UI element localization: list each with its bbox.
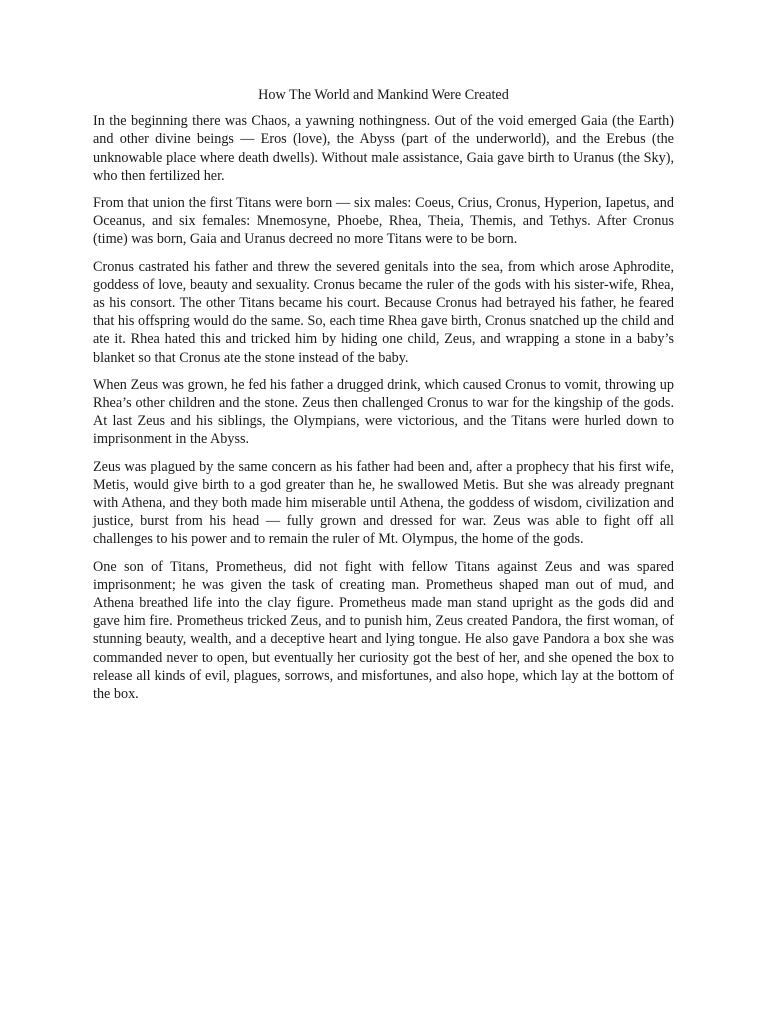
document-body [93,86,674,712]
paragraph-first-titans: From that union the first Titans were born — six males: Coeus, Crius, Cronus, Hyperion, Iapetus, and Oceanus, and six females: Mnemosyne, Phoebe, Rhea, Theia, Themis, and Tethys. After Cronus (time) was born, Gaia and Uranus decreed no more Titans were to be born. [93,195,674,248]
paragraph-metis-athena: Zeus was plagued by the same concern as his father had been and, after a prophecy that his first wife, Metis, would give birth to a god greater than he, he swallowed Metis. But she was already pregnant with Athena, and they both made him miserable until Athena, the goddess of wisdom, civilization and justice, burst from his head — fully grown and dressed for war. Zeus was able to fight off all challenges to his power and to remain the ruler of Mt. Olympus, the home of the gods. [93,458,674,548]
paragraph-prometheus-pandora: One son of Titans, Prometheus, did not fight with fellow Titans against Zeus and was spared imprisonment; he was given the task of creating man. Prometheus shaped man out of mud, and Athena breathed life into the clay figure. Prometheus made man stand upright as the gods did and gave him fire. Prometheus tricked Zeus, and to punish him, Zeus created Pandora, the first woman, of stunning beauty, wealth, and a deceptive heart and lying tongue. He also gave Pandora a box she was commanded never to open, but eventually her curiosity got the best of her, and she opened the box to release all kinds of evil, plagues, sorrows, and misfortunes, and also hope, which lay at the bottom of the box. [93,558,674,703]
paragraph-chaos-and-gaia: In the beginning there was Chaos, a yawning nothingness. Out of the void emerged Gaia (the Earth) and other divine beings — Eros (love), the Abyss (part of the underworld), and the Erebus (the unknowable place where death dwells). Without male assistance, Gaia gave birth to Uranus (the Sky), who then fertilized her. [93,113,674,184]
paragraph-cronus-rule: Cronus castrated his father and threw the severed genitals into the sea, from which arose Aphrodite, goddess of love, beauty and sexuality. Cronus became the ruler of the gods with his sister-wife, Rhea, as his consort. The other Titans became his court. Because Cronus had betrayed his father, he feared that his offspring would do the same. So, each time Rhea gave birth, Cronus snatched up the child and ate it. Rhea hated this and tricked him by hiding one child, Zeus, and wrapping a stone in a baby’s blanket so that Cronus ate the stone instead of the baby. [93,258,674,366]
document-title: How The World and Mankind Were Created [258,87,509,103]
paragraph-zeus-war: When Zeus was grown, he fed his father a drugged drink, which caused Cronus to vomit, throwing up Rhea’s other children and the stone. Zeus then challenged Cronus to war for the kingship of the gods. At last Zeus and his siblings, the Olympians, were victorious, and the Titans were hurled down to imprisonment in the Abyss. [93,376,674,448]
